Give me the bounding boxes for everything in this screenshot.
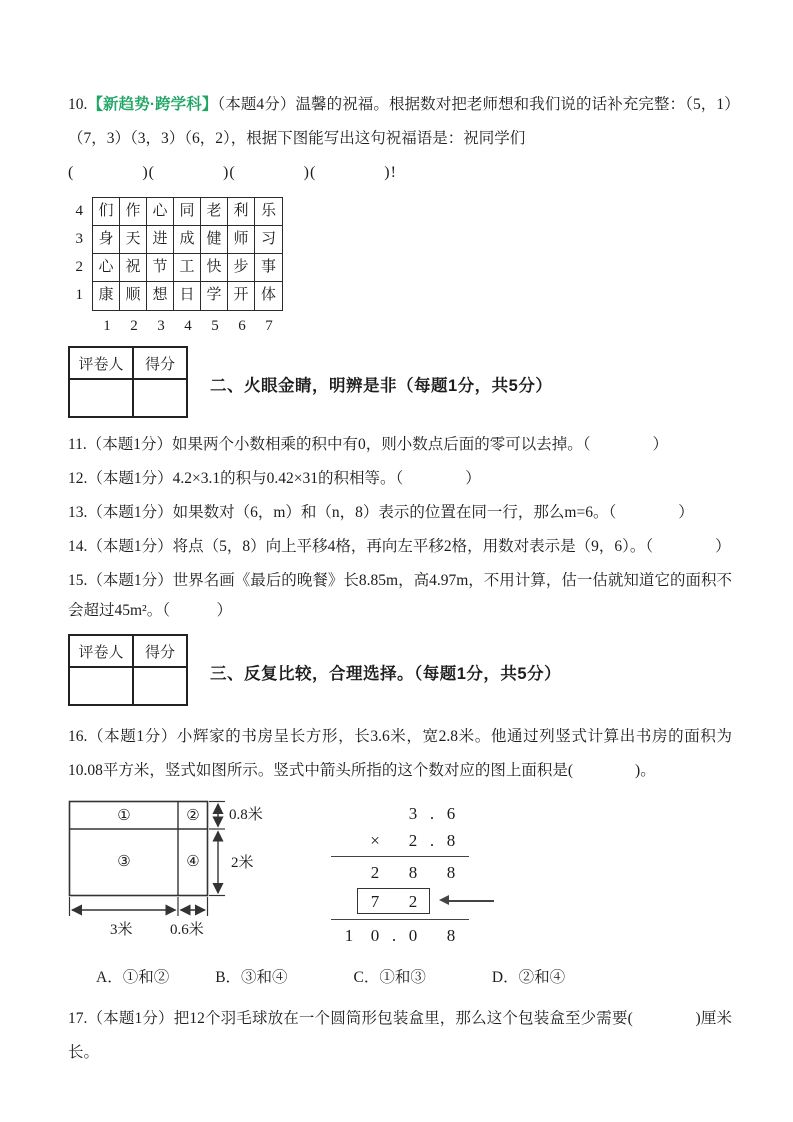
vmult-digit: 3 <box>408 804 418 823</box>
grid-cell: 体 <box>260 287 276 303</box>
vmult-row <box>336 827 486 854</box>
tf-questions <box>68 430 732 626</box>
score-table <box>68 346 188 418</box>
question-10 <box>68 88 732 156</box>
score-table <box>68 634 188 706</box>
char-grid-table <box>92 197 283 311</box>
question-17: 17.（本题1分）把12个羽毛球放在一个圆筒形包装盒里，那么这个包装盒至少需要( )厘米长。 <box>68 1010 732 1061</box>
vmult-digit <box>388 827 400 854</box>
grid-cell: 快 <box>201 254 228 282</box>
question-10-answer-blanks: ( )( )( )( )! <box>68 164 397 181</box>
rule-line <box>331 856 469 857</box>
grid-cell: 学 <box>201 282 228 310</box>
question-item: 15.（本题1分）世界名画《最后的晚餐》长8.85m，高4.97m，不用计算，估一估就知道它的面积不会超过45m²。（ ） <box>68 572 732 619</box>
question-item: 12.（本题1分）4.2×3.1的积与0.42×31的积相等。（ ） <box>68 470 481 487</box>
dim-bottom-height: 2米 <box>231 855 254 871</box>
section-2-title: 二、火眼金睛，明辨是非（每题1分，共5分） <box>210 377 553 395</box>
rule-line <box>331 919 469 920</box>
grid-cell: 进 <box>147 226 174 254</box>
grid-cell: 健 <box>201 226 228 254</box>
question-item: 11.（本题1分）如果两个小数相乘的积中有0，则小数点后面的零可以去掉。（ ） <box>68 436 669 453</box>
grid-col-label: 5 <box>211 318 219 334</box>
arrow-icon <box>448 900 494 902</box>
grid-cell: 心 <box>93 254 120 282</box>
vmult-digit <box>362 800 388 827</box>
vmult-digit <box>426 859 438 886</box>
question-10-text: （本题4分）温馨的祝福。根据数对把老师想和我们说的话补充完整：（5，1）（7，3）（3，3）（6，2），根据下图能写出这句祝福语是：祝同学们 <box>68 96 732 147</box>
vmult-row <box>336 922 486 949</box>
grid-cell: 同 <box>174 198 201 226</box>
vmult-digit <box>336 800 362 827</box>
vmult-digit: . <box>391 926 397 945</box>
grid-cell: 们 <box>93 198 120 226</box>
score-label: 得分 <box>133 347 187 379</box>
grid-cell: 开 <box>228 282 255 310</box>
question-item: 14.（本题1分）将点（5，8）向上平移4格，再向左平移2格，用数对表示是（9，6）。（ ） <box>68 538 731 555</box>
region-1-label: ① <box>117 808 131 824</box>
region-3-label: ③ <box>117 854 131 870</box>
exam-content <box>68 88 732 1070</box>
vmult-digit: 2 <box>408 831 418 850</box>
grader-label: 评卷人 <box>69 347 133 379</box>
score-cell <box>133 667 187 705</box>
grid-cell: 天 <box>120 226 147 254</box>
char-grid <box>68 197 732 311</box>
room-diagram <box>68 800 286 950</box>
dim-right-width: 0.6米 <box>170 922 204 938</box>
choice-row <box>68 964 732 992</box>
char-grid-col-labels <box>94 314 733 338</box>
vmult-digit: 2 <box>408 892 418 911</box>
dim-left-width: 3米 <box>110 922 133 938</box>
score-label: 得分 <box>133 635 187 667</box>
vmult <box>336 800 486 949</box>
grid-cell: 乐 <box>255 198 282 226</box>
grid-col-label: 4 <box>184 318 192 334</box>
region-4-label: ④ <box>186 854 200 870</box>
choice-option: B．③和④ <box>215 969 288 986</box>
vmult-digit: × <box>370 831 380 850</box>
grid-cell: 想 <box>147 282 174 310</box>
grid-cell: 成 <box>174 226 201 254</box>
grid-cell: 工 <box>174 254 201 282</box>
question-10-number: 10. <box>68 96 88 113</box>
vmult-digit: 8 <box>446 831 456 850</box>
grid-cell: 祝 <box>120 254 147 282</box>
grid-cell: 老 <box>201 198 228 226</box>
vmult-digit: 1 <box>344 926 354 945</box>
vmult-digit: 0 <box>408 926 418 945</box>
grid-row-label: 2 <box>75 259 83 275</box>
vmult-digit: 7 <box>370 892 380 911</box>
grid-col-label: 7 <box>265 318 273 334</box>
score-cell <box>133 379 187 417</box>
grader-cell <box>69 379 133 417</box>
choice-option: C．①和③ <box>353 969 426 986</box>
question-16: 16.（本题1分）小辉家的书房呈长方形，长3.6米，宽2.8米。他通过列竖式计算出书房的面积为10.08平方米，竖式如图所示。竖式中箭头所指的这个数对应的图上面积是( )。 <box>68 728 732 779</box>
grid-cell: 康 <box>93 282 120 310</box>
vmult-digit: . <box>429 831 435 850</box>
vmult-digit: 8 <box>408 863 418 882</box>
vmult-digit <box>388 859 400 886</box>
grid-cell: 顺 <box>120 282 147 310</box>
grid-cell: 节 <box>147 254 174 282</box>
grid-cell: 作 <box>120 198 147 226</box>
grid-cell: 身 <box>93 226 120 254</box>
grid-cell: 事 <box>255 254 282 282</box>
grid-col-label: 6 <box>238 318 246 334</box>
vmult-digit: 2 <box>370 863 380 882</box>
choice-option: A．①和② <box>96 969 170 986</box>
score-section-2 <box>68 346 732 418</box>
grid-cell: 师 <box>228 226 255 254</box>
vmult-digit: 8 <box>446 926 456 945</box>
highlight-box <box>357 888 430 914</box>
question-16-figure <box>68 800 732 952</box>
region-2-label: ② <box>186 808 200 824</box>
vmult-digit: 0 <box>370 926 380 945</box>
grid-col-label: 2 <box>130 318 138 334</box>
vmult-digit <box>388 800 400 827</box>
question-10-tag: 【新趋势·跨学科】 <box>87 96 218 113</box>
grid-row-label: 1 <box>75 287 83 303</box>
vmult-digit: 6 <box>446 804 456 823</box>
grid-col-label: 1 <box>103 318 111 334</box>
grid-row-label: 4 <box>75 203 83 219</box>
section-3-title: 三、反复比较，合理选择。（每题1分，共5分） <box>210 665 562 683</box>
choice-option: D．②和④ <box>491 969 566 986</box>
question-item: 13.（本题1分）如果数对（6，m）和（n，8）表示的位置在同一行，那么m=6。（ ） <box>68 504 694 521</box>
grid-cell: 步 <box>228 254 255 282</box>
grader-label: 评卷人 <box>69 635 133 667</box>
vmult-digit <box>336 827 362 854</box>
vmult-digit <box>336 859 362 886</box>
vmult-digit: 8 <box>446 863 456 882</box>
grid-col-label: 3 <box>157 318 165 334</box>
score-section-3 <box>68 634 732 706</box>
vmult-digit: . <box>429 804 435 823</box>
grid-cell: 习 <box>255 226 282 254</box>
grader-cell <box>69 667 133 705</box>
vmult-row <box>336 800 486 827</box>
grid-cell: 日 <box>174 282 201 310</box>
dim-top-height: 0.8米 <box>229 807 263 823</box>
grid-cell: 利 <box>228 198 255 226</box>
vmult-row <box>336 886 486 917</box>
grid-cell: 心 <box>147 198 174 226</box>
grid-row-label: 3 <box>75 231 83 247</box>
char-grid-row-labels <box>68 197 92 311</box>
vmult-row <box>336 859 486 886</box>
vmult-digit <box>426 922 438 949</box>
